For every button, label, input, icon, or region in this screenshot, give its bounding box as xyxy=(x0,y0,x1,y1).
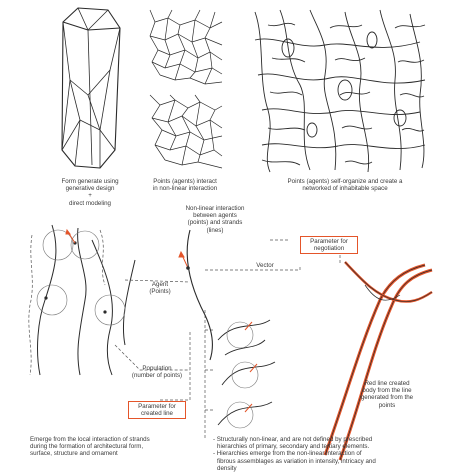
label-vector xyxy=(250,262,280,269)
label-line: Population xyxy=(142,365,172,372)
label-population xyxy=(125,365,189,379)
label-line: Non-linear interaction xyxy=(185,205,245,212)
param-negotiation-box xyxy=(300,236,358,254)
caption-points-interact xyxy=(140,178,230,192)
box-line: negotiation xyxy=(313,245,345,253)
caption-line: networked of inhabitable space xyxy=(302,185,388,193)
caption-line: in non-linear interaction xyxy=(152,185,218,193)
label-agent xyxy=(140,281,180,295)
label-line: (points) and strands xyxy=(187,219,243,227)
caption-line: Points (agents) interact xyxy=(153,178,217,185)
label-redline-body xyxy=(352,380,422,409)
label-line: Red line created xyxy=(364,380,410,387)
center-vector xyxy=(179,252,188,268)
agent-strands xyxy=(38,225,135,375)
caption-line: Form generate using xyxy=(61,178,119,185)
param-created-line-box xyxy=(128,401,186,419)
label-line: (Points) xyxy=(149,288,171,296)
bullet-line: - Hierarchies emerge from the non-linear interaction of xyxy=(213,450,362,458)
text-line: during the formation of architectural form, xyxy=(30,443,144,451)
network-patch-top xyxy=(150,10,222,84)
bullet-line: hierarchies of primary, secondary and tertiary elements. xyxy=(217,443,370,451)
caption-self-organize xyxy=(270,178,420,192)
box-line: Parameter for xyxy=(310,238,348,245)
network-patch-bottom xyxy=(150,95,222,168)
label-line: body from the line xyxy=(362,387,412,395)
caption-form-generate xyxy=(40,178,140,207)
label-line: Agent xyxy=(151,281,169,288)
faceted-column xyxy=(62,8,120,168)
box-line: created line xyxy=(141,410,173,418)
label-line: Vector xyxy=(256,262,274,269)
sub-panels xyxy=(218,320,275,425)
label-nonlinear-interaction xyxy=(180,205,250,234)
center-strand xyxy=(187,230,212,360)
center-agent-point xyxy=(186,266,190,270)
caption-line: Points (agents) self-organize and create a xyxy=(287,178,403,185)
text-line: Emerge from the local interaction of strands xyxy=(30,436,150,443)
bullet-line: fibrous assemblages as variation in intensity, intricacy and xyxy=(217,457,376,465)
box-line: Parameter for xyxy=(138,403,176,410)
bullet-line: density xyxy=(217,464,237,472)
redline-body xyxy=(325,262,432,460)
label-line: points xyxy=(378,401,396,409)
caption-line: direct modeling xyxy=(69,199,111,207)
agent-circles xyxy=(37,230,125,325)
label-line: (number of points) xyxy=(131,372,183,380)
organic-network xyxy=(255,10,425,172)
text-line: surface, structure and ornament xyxy=(30,450,118,458)
text-emerge xyxy=(30,436,200,458)
text-bullets xyxy=(213,436,413,472)
bullet-line: - Structurally non-linear, and are not defined by prescribed xyxy=(213,436,373,443)
label-line: between agents xyxy=(193,212,237,220)
caption-line: + xyxy=(88,192,92,200)
caption-line: generative design xyxy=(65,185,115,193)
label-line: generated from the xyxy=(360,394,414,402)
label-line: (lines) xyxy=(206,226,224,234)
